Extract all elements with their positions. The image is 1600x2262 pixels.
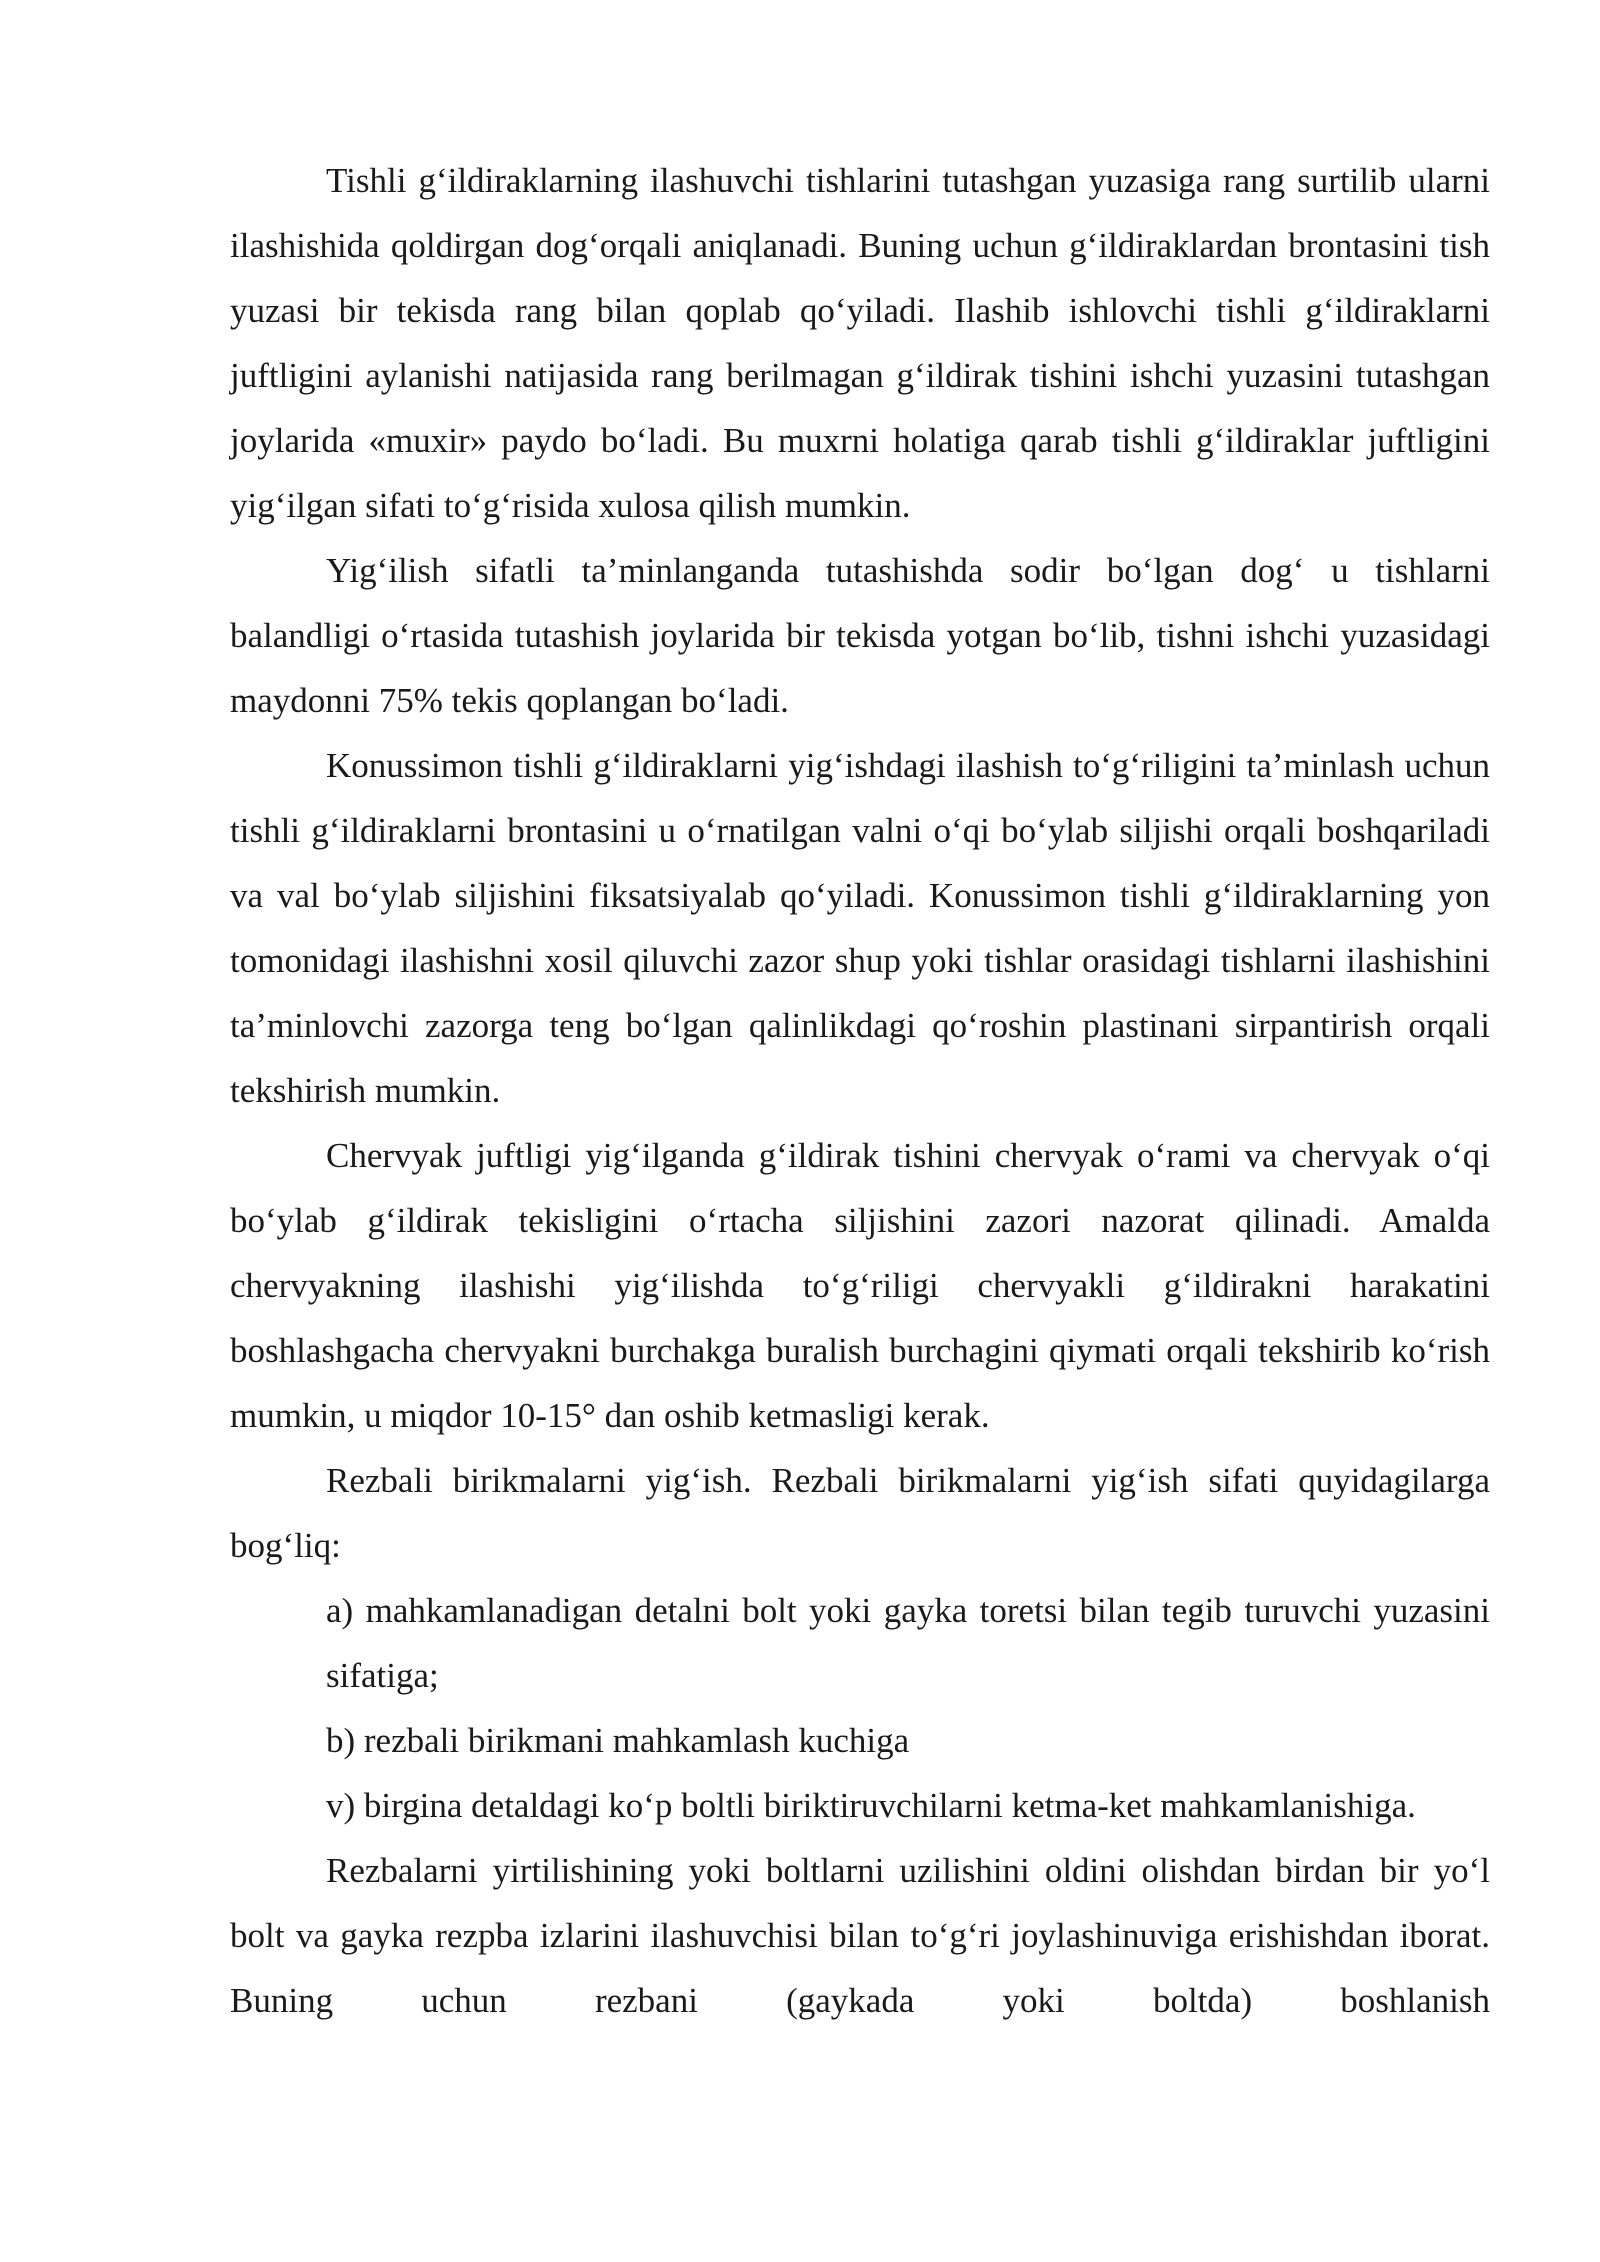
paragraph-bevel-gears: Konussimon tishli g‘ildiraklarni yig‘ishdagi ilashish to‘g‘riligini ta’minlash uchun tishli g‘ildiraklarni brontasini u o‘rnatilgan valni o‘qi bo‘ylab siljishi orqali boshqariladi va val bo‘ylab siljishini fiksatsiyalab qo‘yiladi. Konussimon tishli g‘ildiraklarning yon tomonidagi ilashishni xosil qiluvchi zazor shup yoki tishlar orasidagi tishlarni ilashishini ta’minlovchi zazorga teng bo‘lgan qalinlikdagi qo‘roshin plastinani sirpantirish orqali tekshirish mumkin. — [230, 746, 1490, 1110]
list-item-b: b) rezbali birikmani mahkamlash kuchiga — [326, 1721, 910, 1760]
paragraph-assembly-quality: Yig‘ilish sifatli ta’minlanganda tutashishda sodir bo‘lgan dog‘ u tishlarni balandligi o‘rtasida tutashish joylarida bir tekisda yotgan bo‘lib, tishni ishchi yuzasidagi maydonni 75% tekis qoplangan bo‘ladi. — [230, 551, 1490, 720]
paragraph-thread-alignment: Rezbalarni yirtilishining yoki boltlarni uzilishini oldini olishdan birdan bir yo‘l bolt va gayka rezpba izlarini ilashuvchisi bilan to‘g‘ri joylashinuviga erishishdan iborat. Buning uchun rezbani (gaykada yoki boltda) boshlanish — [230, 1851, 1490, 2020]
list-item-a: a) mahkamlanadigan detalni bolt yoki gayka toretsi bilan tegib turuvchi yuzasini sifatiga; — [326, 1591, 1490, 1695]
document-page — [230, 148, 1490, 2033]
paragraph-threaded-joints: Rezbali birikmalarni yig‘ish. Rezbali birikmalarni yig‘ish sifati quyidagilarga bog‘liq: — [230, 1461, 1490, 1565]
paragraph-worm-pair: Chervyak juftligi yig‘ilganda g‘ildirak tishini chervyak o‘rami va chervyak o‘qi bo‘ylab g‘ildirak tekisligini o‘rtacha siljishini zazori nazorat qilinadi. Amalda chervyakning ilashishi yig‘ilishda to‘g‘riligi chervyakli g‘ildirakni harakatini boshlashgacha chervyakni burchakga buralish burchagini qiymati orqali tekshirib ko‘rish mumkin, u miqdor 10-15° dan oshib ketmasligi kerak. — [230, 1136, 1490, 1435]
paragraph-gear-contact-paint: Tishli g‘ildiraklarning ilashuvchi tishlarini tutashgan yuzasiga rang surtilib ularni ilashishida qoldirgan dog‘orqali aniqlanadi. Buning uchun g‘ildiraklardan brontasini tish yuzasi bir tekisda rang bilan qoplab qo‘yiladi. Ilashib ishlovchi tishli g‘ildiraklarni juftligini aylanishi natijasida rang berilmagan g‘ildirak tishini ishchi yuzasini tutashgan joylarida «muxir» paydo bo‘ladi. Bu muxrni holatiga qarab tishli g‘ildiraklar juftligini yig‘ilgan sifati to‘g‘risida xulosa qilish mumkin. — [230, 161, 1490, 525]
list-item-v: v) birgina detaldagi ko‘p boltli biriktiruvchilarni ketma-ket mahkamlanishiga. — [326, 1786, 1416, 1825]
